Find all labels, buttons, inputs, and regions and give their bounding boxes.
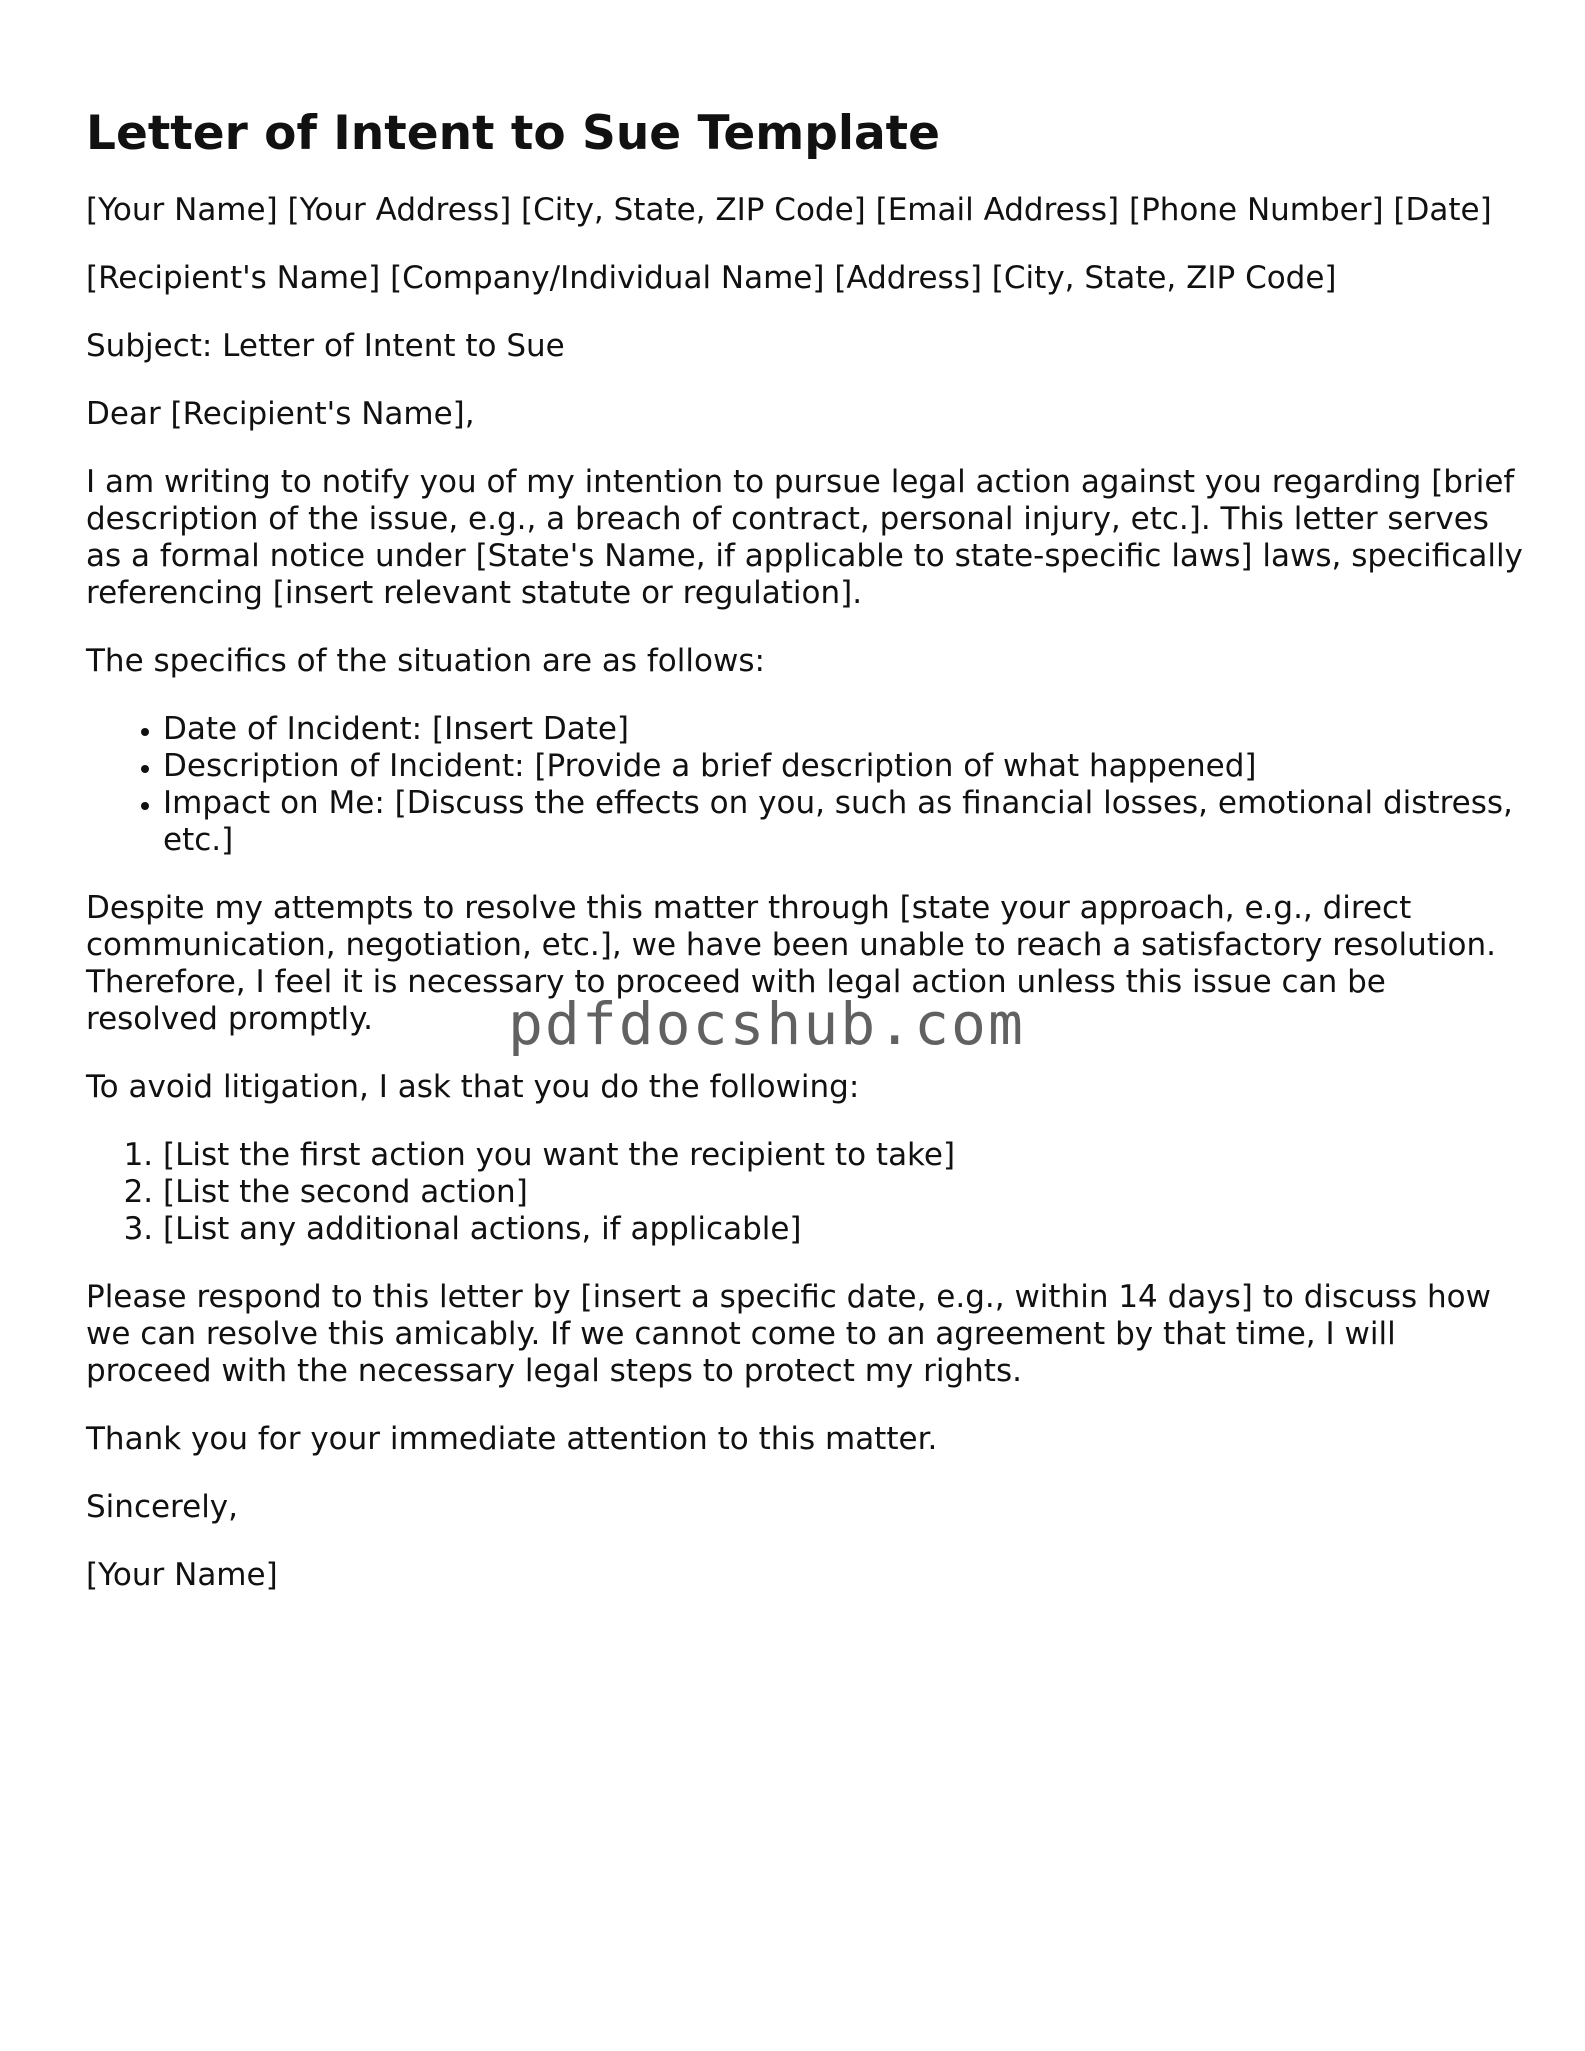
thanks-line: Thank you for your immediate attention to this matter. <box>86 1421 938 1457</box>
list-item: 2. [List the second action] <box>163 1174 1526 1211</box>
watermark: pdfdocshub.com <box>508 990 1025 1058</box>
list-item: • Impact on Me: [Discuss the effects on you, such as financial losses, emotional distress, etc.] <box>163 785 1526 859</box>
closing-line: Sincerely, <box>86 1489 239 1525</box>
document-title: Letter of Intent to Sue Template <box>86 106 941 161</box>
list-item: • Description of Incident: [Provide a brief description of what happened] <box>163 748 1526 785</box>
specifics-intro: The specifics of the situation are as follows: <box>86 643 765 679</box>
subject-line: Subject: Letter of Intent to Sue <box>86 328 565 364</box>
specifics-list <box>86 711 1526 859</box>
intro-paragraph: I am writing to notify you of my intention to pursue legal action against you regarding [brief description of the issue, e.g., a breach of contract, personal injury, etc.]. This letter serves as a formal notice under [State's Name, if applicable to state-specific laws] laws, specifically referencing [insert relevant statute or regulation]. <box>86 464 1523 611</box>
salutation: Dear [Recipient's Name], <box>86 396 475 432</box>
attempts-paragraph: Despite my attempts to resolve this matter through [state your approach, e.g., direct communication, negotiation, etc.], we have been unable to reach a satisfactory resolution. Therefore, I feel it is necessary to proceed with legal action unless this issue can be resolved promptly. <box>86 890 1496 1037</box>
sender-block: [Your Name] [Your Address] [City, State, ZIP Code] [Email Address] [Phone Number] [Date] <box>86 192 1492 228</box>
actions-intro: To avoid litigation, I ask that you do the following: <box>86 1069 860 1105</box>
recipient-block: [Recipient's Name] [Company/Individual Name] [Address] [City, State, ZIP Code] <box>86 260 1337 296</box>
list-item: 1. [List the first action you want the recipient to take] <box>163 1137 1526 1174</box>
response-paragraph: Please respond to this letter by [insert a specific date, e.g., within 14 days] to discuss how we can resolve this amicably. If we cannot come to an agreement by that time, I will proceed with the necessary legal steps to protect my rights. <box>86 1279 1491 1389</box>
signature-line: [Your Name] <box>86 1557 278 1593</box>
list-item: • Date of Incident: [Insert Date] <box>163 711 1526 748</box>
actions-list <box>86 1137 1526 1248</box>
list-item: 3. [List any additional actions, if applicable] <box>163 1211 1526 1248</box>
letter-document <box>86 96 1526 1625</box>
